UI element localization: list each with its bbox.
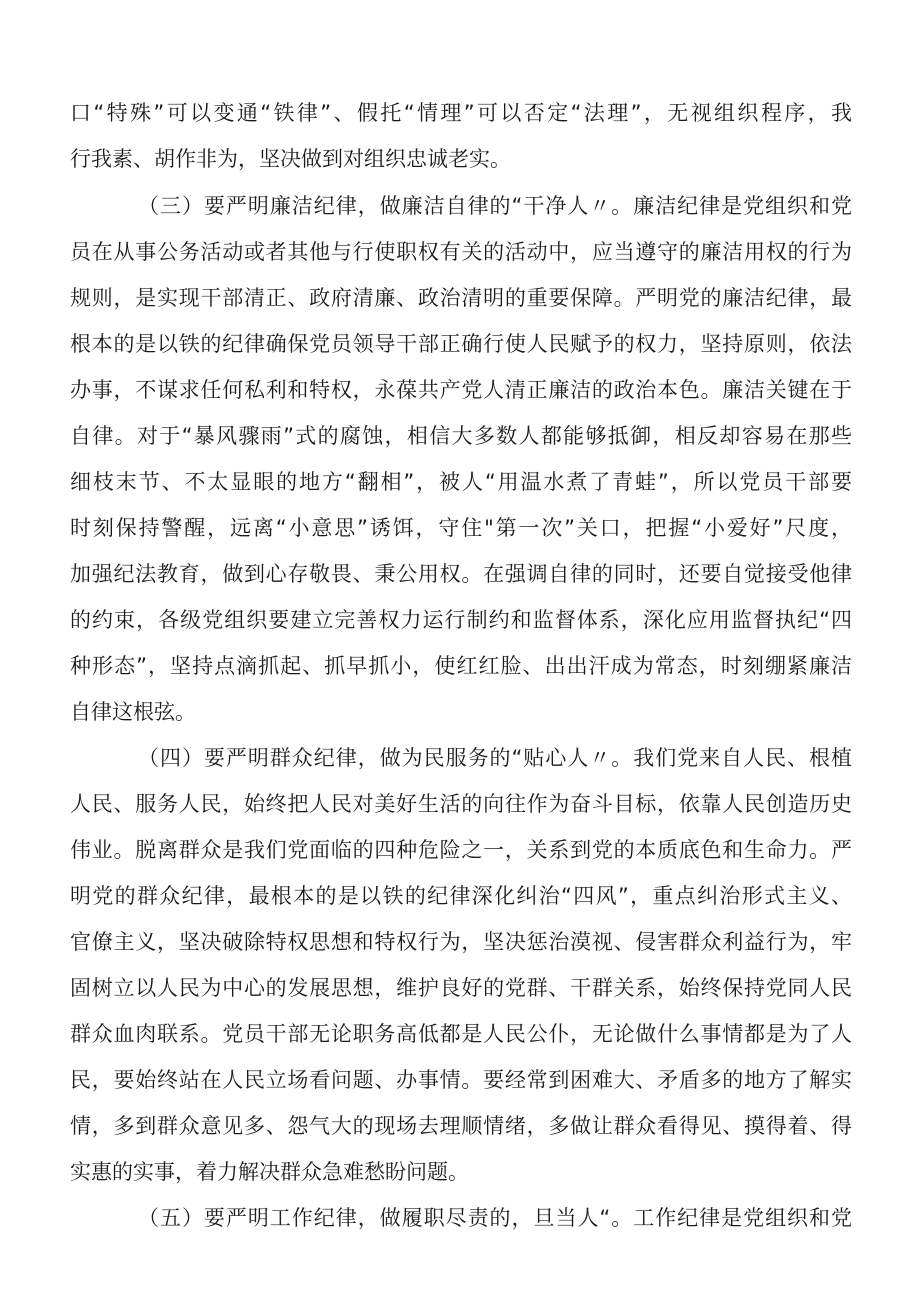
section-heading-3: （三）要严明廉洁纪律，做廉洁自律的“干净人〃。廉洁纪律是党组织和党 xyxy=(138,194,852,218)
section-heading-5: （五）要严明工作纪律，做履职尽责的，旦当人“。工作纪律是党组织和党 xyxy=(138,1206,852,1230)
text-line: 情，多到群众意见多、怨气大的现场去理顺情绪，多做让群众看得见、摸得着、得 xyxy=(70,1114,852,1138)
text-line: 种形态”，坚持点滴抓起、抓早抓小，使红红脸、出出汗成为常态，时刻绷紧廉洁 xyxy=(70,654,852,678)
text-line: 时刻保持警醒，远离“小意思”诱饵，守住"第一次”关口，把握“小爱好”尺度， xyxy=(70,516,852,540)
text-line: 自律。对于“暴风骤雨”式的腐蚀，相信大多数人都能够抵御，相反却容易在那些 xyxy=(70,424,852,448)
text-line: 办事，不谋求任何私利和特权，永葆共产党人清正廉洁的政治本色。廉洁关键在于 xyxy=(70,378,852,402)
text-line: 行我素、胡作非为，坚决做到对组织忠诚老实。 xyxy=(70,147,511,171)
text-line: 人民、服务人民，始终把人民对美好生活的向往作为奋斗目标，依靠人民创造历史 xyxy=(70,792,852,816)
text-line: 员在从事公务活动或者其他与行使职权有关的活动中，应当遵守的廉洁用权的行为 xyxy=(70,240,852,264)
text-line: 加强纪法教育，做到心存敬畏、秉公用权。在强调自律的同时，还要自觉接受他律 xyxy=(70,562,852,586)
text-line: 明党的群众纪律，最根本的是以铁的纪律深化纠治“四风”，重点纠治形式主义、 xyxy=(70,884,852,908)
text-line: 民，要始终站在人民立场看问题、办事情。要经常到困难大、矛盾多的地方了解实 xyxy=(70,1068,852,1092)
text-line: 规则，是实现干部清正、政府清廉、政治清明的重要保障。严明党的廉洁纪律，最 xyxy=(70,286,852,310)
text-line: 细枝末节、不太显眼的地方“翻相”，被人“用温水煮了青蛙”，所以党员干部要 xyxy=(70,470,852,494)
text-line: 固树立以人民为中心的发展思想，维护良好的党群、干群关系，始终保持党同人民 xyxy=(70,976,852,1000)
text-line: 的约束，各级党组织要建立完善权力运行制约和监督体系，深化应用监督执纪“四 xyxy=(70,608,852,632)
text-line: 根本的是以铁的纪律确保党员领导干部正确行使人民赋予的权力，坚持原则，依法 xyxy=(70,332,852,356)
section-heading-4: （四）要严明群众纪律，做为民服务的“贴心人〃。我们党来自人民、根植 xyxy=(138,746,852,770)
text-line: 群众血肉联系。党员干部无论职务高低都是人民公仆，无论做什么事情都是为了人 xyxy=(70,1022,852,1046)
text-line: 实惠的实事，着力解决群众急难愁盼问题。 xyxy=(70,1160,469,1184)
text-line: 自律这根弦。 xyxy=(70,700,196,724)
text-line: 口“特殊”可以变通“铁律”、假托“情理”可以否定“法理”，无视组织程序，我 xyxy=(70,101,852,125)
text-line: 伟业。脱离群众是我们党面临的四种危险之一，关系到党的本质底色和生命力。严 xyxy=(70,838,852,862)
text-line: 官僚主义，坚决破除特权思想和特权行为，坚决惩治漠视、侵害群众利益行为，牢 xyxy=(70,930,852,954)
